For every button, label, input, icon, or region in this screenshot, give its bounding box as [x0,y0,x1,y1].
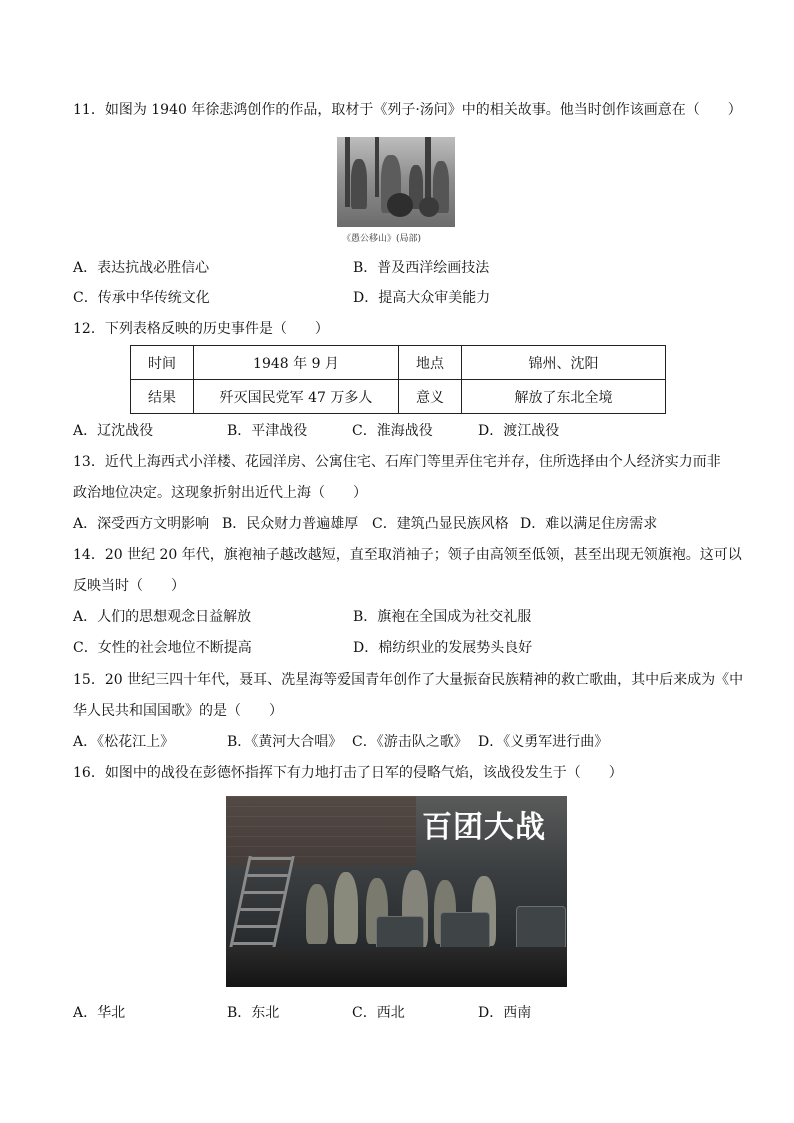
table-cell: 锦州、沈阳 [462,346,666,380]
q14-option-d[interactable]: D．棉纺织业的发展势头良好 [353,640,533,656]
q15-option-a[interactable]: A．《松花江上》 [73,734,175,750]
q15-stem-line1: 15．20 世纪三四十年代，聂耳、冼星海等爱国青年创作了大量振奋民族精神的救亡歌曲，其中后来成为《中 [73,672,744,688]
q11-option-d[interactable]: D．提高大众审美能力 [353,290,491,306]
hundred-regiments-battle-image [226,796,567,987]
table-cell: 解放了东北全境 [462,380,666,414]
q16-option-b[interactable]: B．东北 [227,1005,280,1021]
table-cell: 歼灭国民党军 47 万多人 [194,380,399,414]
q13-option-d[interactable]: D．难以满足住房需求 [520,516,658,532]
q13-option-c[interactable]: C．建筑凸显民族风格 [372,516,509,532]
q15-option-d[interactable]: D．《义勇军进行曲》 [478,734,609,750]
q12-option-b[interactable]: B．平津战役 [227,423,308,439]
q15-stem-line2: 华人民共和国国歌》的是（ ） [73,703,283,719]
q12-option-c[interactable]: C．淮海战役 [352,423,433,439]
table-cell: 1948 年 9 月 [194,346,399,380]
q11-option-b[interactable]: B．普及西洋绘画技法 [353,260,490,276]
q12-option-a[interactable]: A．辽沈战役 [73,423,154,439]
q15-option-c[interactable]: C．《游击队之歌》 [352,734,468,750]
q14-option-a[interactable]: A．人们的思想观念日益解放 [73,609,252,625]
painting-caption: 《愚公移山》(局部) [342,234,422,244]
q14-stem-line2: 反映当时（ ） [73,578,185,594]
q16-option-a[interactable]: A．华北 [73,1005,126,1021]
table-cell: 地点 [399,346,462,380]
q13-stem-line2: 政治地位决定。这现象折射出近代上海（ ） [73,485,367,501]
q14-option-c[interactable]: C．女性的社会地位不断提高 [73,640,252,656]
table-cell: 结果 [131,380,194,414]
q11-option-c[interactable]: C．传承中华传统文化 [73,290,210,306]
table-cell: 时间 [131,346,194,380]
q13-option-a[interactable]: A．深受西方文明影响 [73,516,210,532]
table-row [131,380,666,414]
q12-stem: 12．下列表格反映的历史事件是（ ） [73,321,329,337]
q12-table [130,345,666,414]
table-cell: 意义 [399,380,462,414]
q16-stem: 16．如图中的战役在彭德怀指挥下有力地打击了日军的侵略气焰，该战役发生于（ ） [73,765,623,781]
q11-option-a[interactable]: A．表达抗战必胜信心 [73,260,210,276]
q13-option-b[interactable]: B．民众财力普遍雄厚 [222,516,359,532]
q11-stem: 11．如图为 1940 年徐悲鸿创作的作品，取材于《列子·汤问》中的相关故事。他当时创作该画意在（ ） [73,102,742,118]
q15-option-b[interactable]: B．《黄河大合唱》 [227,734,343,750]
image-title: 百团大战 [422,810,546,845]
q14-stem-line1: 14．20 世纪 20 年代，旗袍袖子越改越短，直至取消袖子；领子由高领至低领，甚至出现无领旗袍。这可以 [73,547,742,563]
table-row [131,346,666,380]
q13-stem-line1: 13．近代上海西式小洋楼、花园洋房、公寓住宅、石库门等里弄住宅并存，住所选择由个人经济实力而非 [73,454,721,470]
q16-option-d[interactable]: D．西南 [478,1005,532,1021]
q12-option-d[interactable]: D．渡江战役 [478,423,560,439]
q14-option-b[interactable]: B．旗袍在全国成为社交礼服 [353,609,532,625]
yugong-yishan-painting [337,137,455,227]
q16-option-c[interactable]: C．西北 [352,1005,405,1021]
